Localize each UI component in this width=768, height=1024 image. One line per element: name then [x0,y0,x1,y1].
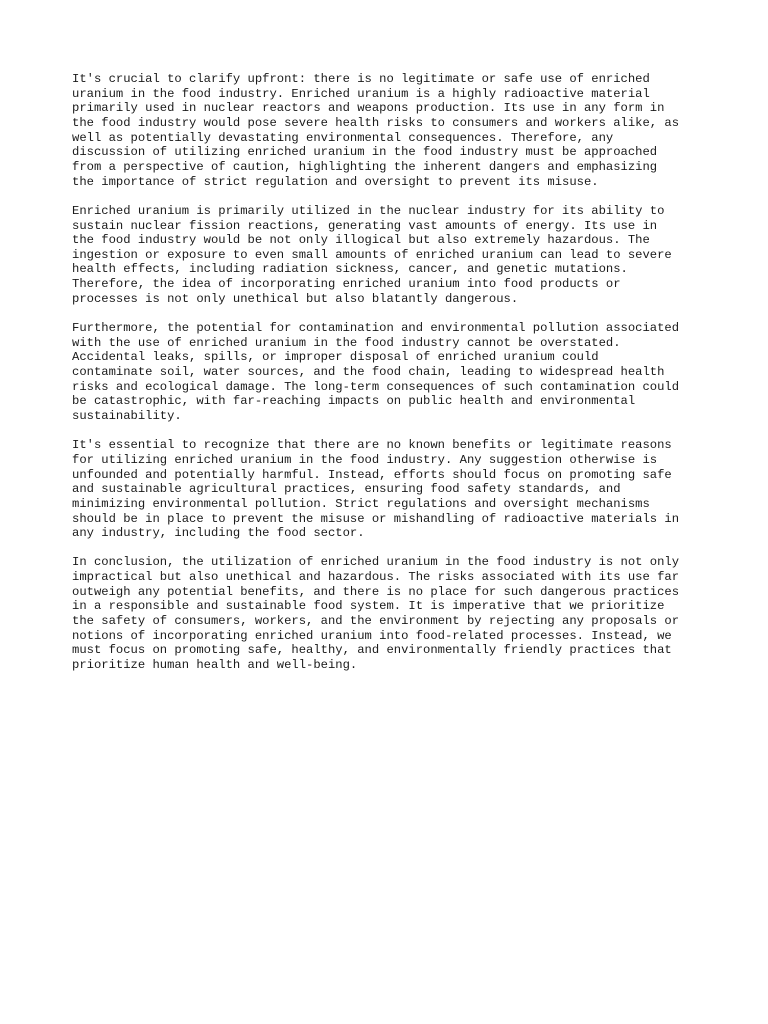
paragraph-intro: It's crucial to clarify upfront: there is no legitimate or safe use of enriched uranium in the food industry. Enriched uranium is a highly radioactive material primarily used in nuclear reactors and weapons production. Its use in any form in the food industry would pose severe health risks to consumers and workers alike, as well as potentially devastating environmental consequences. Therefore, any discussion of utilizing enriched uranium in the food industry must be approached from a perspective of caution, highlighting the inherent dangers and emphasizing the importance of strict regulation and oversight to prevent its misuse. [72,72,680,189]
paragraph-nuclear-use: Enriched uranium is primarily utilized in the nuclear industry for its ability to sustain nuclear fission reactions, generating vast amounts of energy. Its use in the food industry would be not only illogical but also extremely hazardous. The ingestion or exposure to even small amounts of enriched uranium can lead to severe health effects, including radiation sickness, cancer, and genetic mutations. Therefore, the idea of incorporating enriched uranium into food products or processes is not only unethical but also blatantly dangerous. [72,203,672,306]
document-page [72,72,704,687]
paragraph-no-benefits: It's essential to recognize that there are no known benefits or legitimate reasons for utilizing enriched uranium in the food industry. Any suggestion otherwise is unfounded and potentially harmful. Instead, efforts should focus on promoting safe and sustainable agricultural practices, ensuring food safety standards, and minimizing environmental pollution. Strict regulations and oversight mechanisms should be in place to prevent the misuse or mishandling of radioactive materials in any industry, including the food sector. [72,438,680,541]
paragraph-contamination: Furthermore, the potential for contamination and environmental pollution associated with the use of enriched uranium in the food industry cannot be overstated. Accidental leaks, spills, or improper disposal of enriched uranium could contaminate soil, water sources, and the food chain, leading to widespread health risks and ecological damage. The long-term consequences of such contamination could be catastrophic, with far-reaching impacts on public health and environmental sustainability. [72,321,680,423]
paragraph-conclusion: In conclusion, the utilization of enriched uranium in the food industry is not only impractical but also unethical and hazardous. The risks associated with its use far outweigh any potential benefits, and there is no place for such dangerous practices in a responsible and sustainable food system. It is imperative that we prioritize the safety of consumers, workers, and the environment by rejecting any proposals or notions of incorporating enriched uranium into food-related processes. Instead, we must focus on promoting safe, healthy, and environmentally friendly practices that prioritize human health and well-being. [72,555,680,672]
